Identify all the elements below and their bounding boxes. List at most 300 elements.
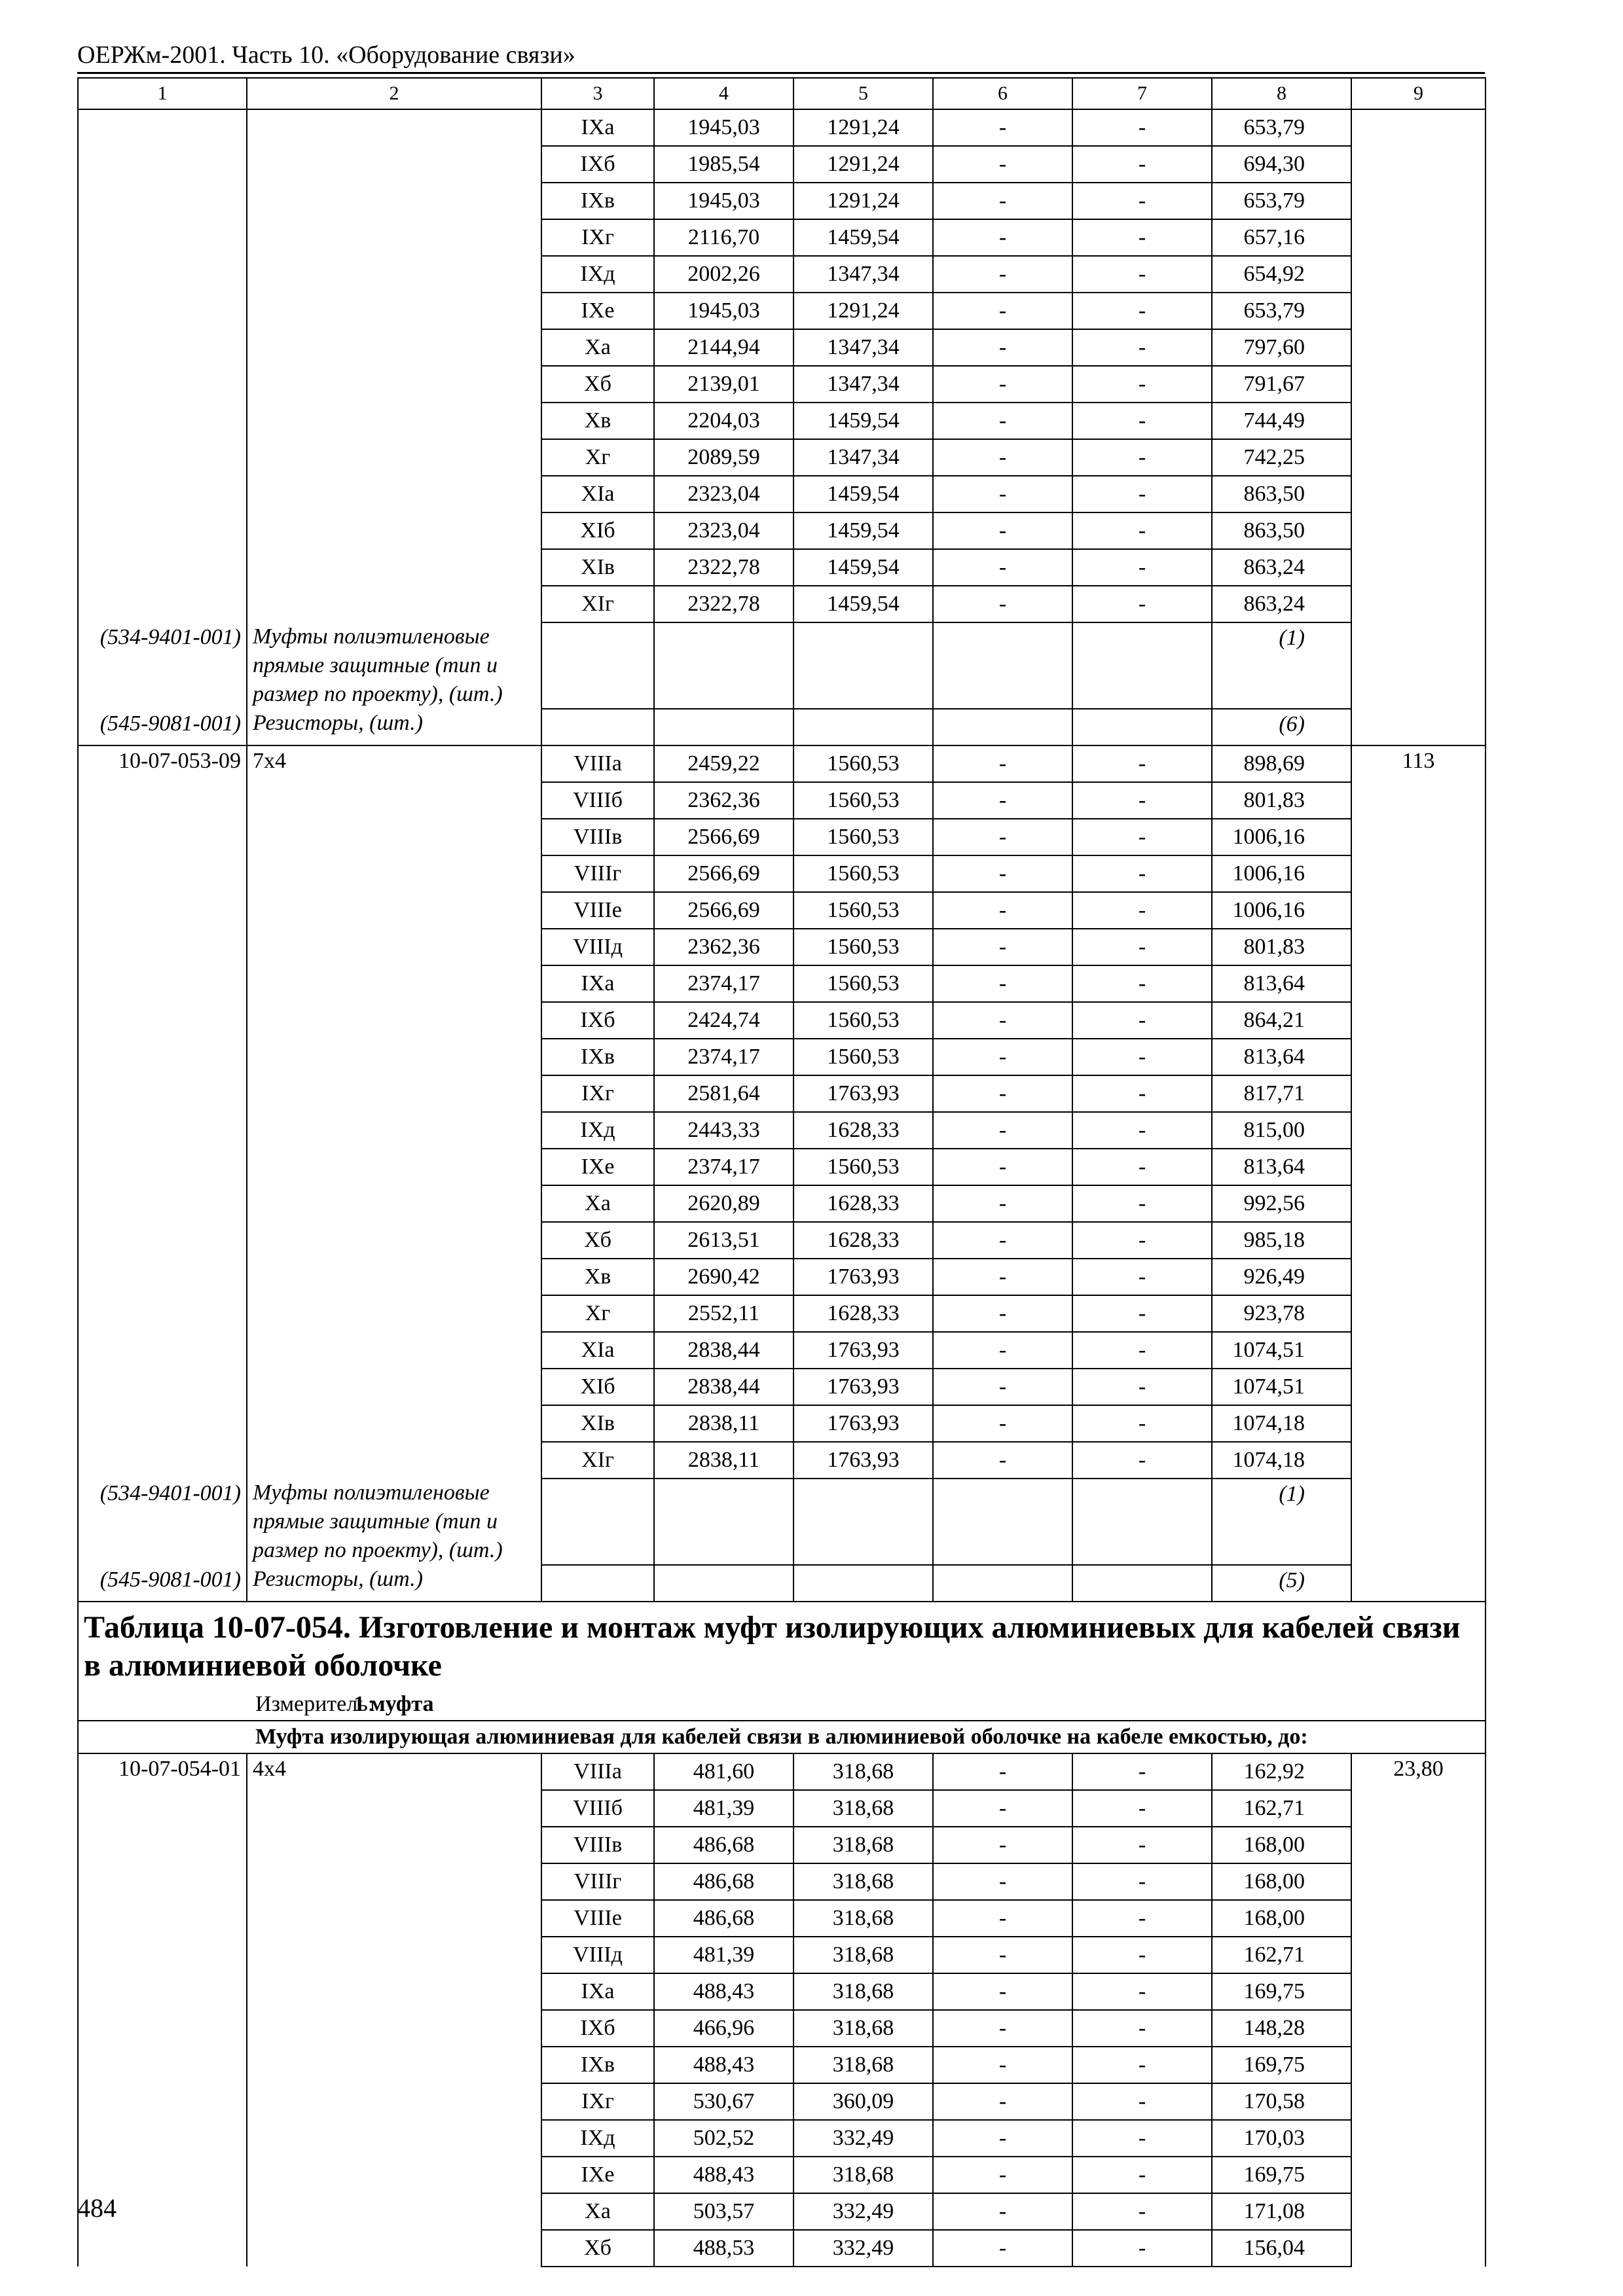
labor-cost-cell: 318,68 (793, 2010, 933, 2047)
total-cost-cell: 2116,70 (654, 219, 793, 256)
rate-name-cell (247, 1149, 541, 1185)
column-number: 2 (247, 78, 541, 109)
driver-wage-cell: - (1072, 109, 1212, 146)
labor-hours-cell (1351, 819, 1486, 855)
driver-wage-cell: - (1072, 1753, 1212, 1790)
labor-hours-cell (1351, 439, 1486, 476)
table-row (78, 855, 1486, 892)
rate-code-cell (78, 1295, 247, 1332)
materials-cost-cell: 1006,16 (1212, 892, 1351, 929)
rate-name-cell (247, 586, 541, 622)
resource-row (78, 622, 1486, 709)
labor-hours-cell (1351, 1973, 1486, 2010)
rate-code-cell (78, 1259, 247, 1295)
resource-row (78, 1565, 1486, 1602)
labor-cost-cell: 1560,53 (793, 745, 933, 782)
table-row (78, 1112, 1486, 1149)
labor-cost-cell: 1763,93 (793, 1369, 933, 1405)
rate-code-cell (78, 1937, 247, 1973)
zone-cell: VIIIг (541, 855, 654, 892)
labor-cost-cell: 318,68 (793, 1827, 933, 1863)
driver-wage-cell: - (1072, 929, 1212, 965)
labor-hours-cell (1351, 586, 1486, 622)
empty-cell (793, 1479, 933, 1565)
labor-cost-cell: 1347,34 (793, 366, 933, 403)
labor-cost-cell: 318,68 (793, 1973, 933, 2010)
driver-wage-cell: - (1072, 1039, 1212, 1075)
labor-cost-cell: 1763,93 (793, 1405, 933, 1442)
zone-cell: VIIIв (541, 1827, 654, 1863)
table-row (78, 1332, 1486, 1369)
labor-hours-cell (1351, 109, 1486, 146)
section-title-row (78, 1602, 1486, 1689)
labor-hours-cell (1351, 1827, 1486, 1863)
driver-wage-cell: - (1072, 1075, 1212, 1112)
zone-cell: IXв (541, 2047, 654, 2083)
materials-cost-cell: 168,00 (1212, 1863, 1351, 1900)
driver-wage-cell: - (1072, 2157, 1212, 2193)
driver-wage-cell: - (1072, 2047, 1212, 2083)
page-header-title: ОЕРЖм-2001. Часть 10. «Оборудование связи» (77, 41, 575, 69)
table-row (78, 1039, 1486, 1075)
table-title: Таблица 10-07-054. Изготовление и монтаж муфт изолирующих алюминиевых для кабелей связи в алюминиевой оболочке (78, 1602, 1486, 1689)
total-cost-cell: 2144,94 (654, 329, 793, 366)
zone-cell: Xв (541, 1259, 654, 1295)
machine-cost-cell: - (933, 1405, 1072, 1442)
table-row (78, 1295, 1486, 1332)
rate-code-cell (78, 1790, 247, 1827)
table-row (78, 146, 1486, 183)
rate-code-cell (78, 219, 247, 256)
rate-name-cell (247, 965, 541, 1002)
rate-code-cell (78, 1112, 247, 1149)
total-cost-cell: 466,96 (654, 2010, 793, 2047)
table-row (78, 366, 1486, 403)
labor-cost-cell: 1560,53 (793, 819, 933, 855)
rate-code-cell (78, 1442, 247, 1479)
labor-hours-cell (1351, 1900, 1486, 1937)
zone-cell: XIa (541, 1332, 654, 1369)
machine-cost-cell: - (933, 1369, 1072, 1405)
materials-cost-cell: 797,60 (1212, 329, 1351, 366)
labor-cost-cell: 1763,93 (793, 1332, 933, 1369)
total-cost-cell: 2323,04 (654, 512, 793, 549)
machine-cost-cell: - (933, 965, 1072, 1002)
driver-wage-cell: - (1072, 1149, 1212, 1185)
rate-code-cell (78, 1405, 247, 1442)
table-row (78, 219, 1486, 256)
rate-code-cell (78, 782, 247, 819)
table-row (78, 183, 1486, 219)
rates-table (77, 77, 1486, 2267)
rate-code-cell (78, 512, 247, 549)
table-row (78, 1075, 1486, 1112)
rate-name-cell (247, 293, 541, 329)
labor-hours-cell (1351, 366, 1486, 403)
zone-cell: VIIIд (541, 929, 654, 965)
rate-code-cell (78, 1973, 247, 2010)
labor-hours-cell (1351, 1259, 1486, 1295)
driver-wage-cell: - (1072, 1863, 1212, 1900)
zone-cell: XIг (541, 586, 654, 622)
total-cost-cell: 2139,01 (654, 366, 793, 403)
table-row (78, 1973, 1486, 2010)
table-row (78, 2083, 1486, 2120)
table-row (78, 782, 1486, 819)
driver-wage-cell: - (1072, 819, 1212, 855)
labor-hours-cell (1351, 219, 1486, 256)
labor-hours-cell (1351, 146, 1486, 183)
total-cost-cell: 2566,69 (654, 892, 793, 929)
rate-name: 7x4 (247, 745, 541, 782)
empty-cell (933, 622, 1072, 709)
labor-cost-cell: 1291,24 (793, 293, 933, 329)
resource-code: (534-9401-001) (78, 622, 247, 709)
labor-hours: 23,80 (1351, 1753, 1486, 1790)
materials-cost-cell: 1006,16 (1212, 855, 1351, 892)
labor-cost-cell: 318,68 (793, 1790, 933, 1827)
rate-name-cell (247, 146, 541, 183)
resource-row (78, 1479, 1486, 1565)
table-row (78, 329, 1486, 366)
rate-code-cell (78, 1369, 247, 1405)
zone-cell: IXг (541, 219, 654, 256)
labor-cost-cell: 1291,24 (793, 109, 933, 146)
materials-cost-cell: 1006,16 (1212, 819, 1351, 855)
empty-cell (654, 1479, 793, 1565)
driver-wage-cell: - (1072, 745, 1212, 782)
rate-code-cell (78, 1863, 247, 1900)
zone-cell: IXд (541, 256, 654, 293)
labor-hours-cell (1351, 512, 1486, 549)
machine-cost-cell: - (933, 549, 1072, 586)
rate-name-cell (247, 2120, 541, 2157)
machine-cost-cell: - (933, 855, 1072, 892)
total-cost-cell: 2552,11 (654, 1295, 793, 1332)
labor-cost-cell: 1560,53 (793, 929, 933, 965)
labor-hours-cell (1351, 2230, 1486, 2267)
total-cost-cell: 2322,78 (654, 586, 793, 622)
labor-cost-cell: 360,09 (793, 2083, 933, 2120)
table-row (78, 1790, 1486, 1827)
rate-code-cell (78, 2083, 247, 2120)
total-cost-cell: 2323,04 (654, 476, 793, 512)
labor-hours-cell (1351, 1295, 1486, 1332)
zone-cell: IXб (541, 146, 654, 183)
rate-name-cell (247, 1295, 541, 1332)
materials-cost-cell: 1074,51 (1212, 1332, 1351, 1369)
materials-cost-cell: 813,64 (1212, 1039, 1351, 1075)
rates-table-body (78, 78, 1486, 2267)
table-row (78, 586, 1486, 622)
labor-cost-cell: 1459,54 (793, 219, 933, 256)
total-cost-cell: 2089,59 (654, 439, 793, 476)
table-row (78, 1863, 1486, 1900)
rate-name-cell (247, 329, 541, 366)
resource-name: Резисторы, (шт.) (247, 1565, 541, 1602)
labor-cost-cell: 1763,93 (793, 1259, 933, 1295)
empty-cell (1351, 1479, 1486, 1565)
resource-quantity: (5) (1212, 1565, 1351, 1602)
materials-cost-cell: 148,28 (1212, 2010, 1351, 2047)
column-number: 6 (933, 78, 1072, 109)
empty-cell (654, 709, 793, 745)
labor-hours-cell (1351, 1002, 1486, 1039)
driver-wage-cell: - (1072, 965, 1212, 1002)
total-cost-cell: 503,57 (654, 2193, 793, 2230)
resource-quantity: (1) (1212, 1479, 1351, 1565)
materials-cost-cell: 168,00 (1212, 1900, 1351, 1937)
machine-cost-cell: - (933, 366, 1072, 403)
labor-hours-cell (1351, 2193, 1486, 2230)
machine-cost-cell: - (933, 1753, 1072, 1790)
column-number: 8 (1212, 78, 1351, 109)
total-cost-cell: 2690,42 (654, 1259, 793, 1295)
machine-cost-cell: - (933, 819, 1072, 855)
machine-cost-cell: - (933, 512, 1072, 549)
total-cost-cell: 488,43 (654, 2157, 793, 2193)
machine-cost-cell: - (933, 2157, 1072, 2193)
machine-cost-cell: - (933, 586, 1072, 622)
rate-name-cell (247, 1185, 541, 1222)
rate-code-cell (78, 1332, 247, 1369)
total-cost-cell: 481,39 (654, 1790, 793, 1827)
table-row (78, 1185, 1486, 1222)
table-row (78, 2157, 1486, 2193)
resource-code: (545-9081-001) (78, 1565, 247, 1602)
labor-cost-cell: 332,49 (793, 2193, 933, 2230)
rate-code-cell (78, 929, 247, 965)
labor-cost-cell: 318,68 (793, 1937, 933, 1973)
rate-name-cell (247, 1827, 541, 1863)
rate-code-cell (78, 2047, 247, 2083)
table-row (78, 2047, 1486, 2083)
driver-wage-cell: - (1072, 855, 1212, 892)
machine-cost-cell: - (933, 892, 1072, 929)
zone-cell: IXв (541, 183, 654, 219)
driver-wage-cell: - (1072, 892, 1212, 929)
machine-cost-cell: - (933, 1149, 1072, 1185)
rate-name-cell (247, 2083, 541, 2120)
rate-name-cell (247, 1222, 541, 1259)
machine-cost-cell: - (933, 1827, 1072, 1863)
total-cost-cell: 486,68 (654, 1863, 793, 1900)
machine-cost-cell: - (933, 2120, 1072, 2157)
labor-cost-cell: 1347,34 (793, 256, 933, 293)
materials-cost-cell: 171,08 (1212, 2193, 1351, 2230)
zone-cell: IXe (541, 293, 654, 329)
machine-cost-cell: - (933, 1790, 1072, 1827)
materials-cost-cell: 694,30 (1212, 146, 1351, 183)
resource-quantity: (1) (1212, 622, 1351, 709)
labor-hours-cell (1351, 549, 1486, 586)
materials-cost-cell: 170,03 (1212, 2120, 1351, 2157)
rate-name-cell (247, 1112, 541, 1149)
rate-code-cell (78, 965, 247, 1002)
rate-code-cell (78, 1222, 247, 1259)
labor-cost-cell: 1459,54 (793, 586, 933, 622)
resource-name: Муфты полиэтиленовые прямые защитные (тип и размер по проекту), (шт.) (247, 622, 541, 709)
labor-cost-cell: 1560,53 (793, 965, 933, 1002)
rate-code-cell (78, 855, 247, 892)
rate-name-cell (247, 819, 541, 855)
materials-cost-cell: 813,64 (1212, 1149, 1351, 1185)
driver-wage-cell: - (1072, 146, 1212, 183)
total-cost-cell: 2581,64 (654, 1075, 793, 1112)
materials-cost-cell: 1074,18 (1212, 1405, 1351, 1442)
driver-wage-cell: - (1072, 1442, 1212, 1479)
rate-name-cell (247, 219, 541, 256)
labor-hours-cell (1351, 329, 1486, 366)
materials-cost-cell: 156,04 (1212, 2230, 1351, 2267)
driver-wage-cell: - (1072, 2193, 1212, 2230)
rate-code-cell (78, 1900, 247, 1937)
empty-cell (1351, 622, 1486, 709)
empty-cell (541, 1565, 654, 1602)
total-cost-cell: 1945,03 (654, 293, 793, 329)
labor-cost-cell: 1628,33 (793, 1222, 933, 1259)
table-row (78, 1002, 1486, 1039)
empty-cell (1072, 1565, 1212, 1602)
rate-name-cell (247, 1039, 541, 1075)
rate-name-cell (247, 439, 541, 476)
total-cost-cell: 488,53 (654, 2230, 793, 2267)
driver-wage-cell: - (1072, 549, 1212, 586)
table-row (78, 403, 1486, 439)
materials-cost-cell: 898,69 (1212, 745, 1351, 782)
rate-name-cell (247, 2230, 541, 2267)
rate-code-cell (78, 1075, 247, 1112)
driver-wage-cell: - (1072, 586, 1212, 622)
rate-code-cell (78, 2010, 247, 2047)
total-cost-cell: 486,68 (654, 1827, 793, 1863)
machine-cost-cell: - (933, 1332, 1072, 1369)
total-cost-cell: 2374,17 (654, 1039, 793, 1075)
zone-cell: IXe (541, 2157, 654, 2193)
table-row (78, 819, 1486, 855)
labor-hours-cell (1351, 2010, 1486, 2047)
driver-wage-cell: - (1072, 2083, 1212, 2120)
zone-cell: IXe (541, 1149, 654, 1185)
rate-code-cell (78, 2230, 247, 2267)
rate-name-cell (247, 183, 541, 219)
empty-cell (541, 1479, 654, 1565)
driver-wage-cell: - (1072, 782, 1212, 819)
zone-cell: Xг (541, 1295, 654, 1332)
total-cost-cell: 2374,17 (654, 965, 793, 1002)
table-row (78, 2230, 1486, 2267)
column-number: 5 (793, 78, 933, 109)
table-row (78, 256, 1486, 293)
labor-hours-cell (1351, 1442, 1486, 1479)
empty-cell (933, 1479, 1072, 1565)
labor-cost-cell: 1291,24 (793, 183, 933, 219)
rate-name-cell (247, 2193, 541, 2230)
total-cost-cell: 2443,33 (654, 1112, 793, 1149)
resource-quantity: (6) (1212, 709, 1351, 745)
driver-wage-cell: - (1072, 1973, 1212, 2010)
total-cost-cell: 2002,26 (654, 256, 793, 293)
total-cost-cell: 2204,03 (654, 403, 793, 439)
materials-cost-cell: 863,50 (1212, 512, 1351, 549)
materials-cost-cell: 985,18 (1212, 1222, 1351, 1259)
table-row (78, 745, 1486, 782)
labor-cost-cell: 332,49 (793, 2120, 933, 2157)
rate-name-cell (247, 1002, 541, 1039)
total-cost-cell: 1985,54 (654, 146, 793, 183)
labor-cost-cell: 1560,53 (793, 1039, 933, 1075)
materials-cost-cell: 653,79 (1212, 293, 1351, 329)
empty-cell (933, 709, 1072, 745)
table-row (78, 2120, 1486, 2157)
machine-cost-cell: - (933, 1002, 1072, 1039)
materials-cost-cell: 653,79 (1212, 183, 1351, 219)
empty-cell (1072, 622, 1212, 709)
machine-cost-cell: - (933, 293, 1072, 329)
total-cost-cell: 481,60 (654, 1753, 793, 1790)
table-row (78, 1900, 1486, 1937)
materials-cost-cell: 1074,51 (1212, 1369, 1351, 1405)
rate-code-cell (78, 403, 247, 439)
rate-name-cell (247, 929, 541, 965)
rate-name-cell (247, 1405, 541, 1442)
machine-cost-cell: - (933, 2010, 1072, 2047)
meter-value: 1 муфта (354, 1692, 434, 1716)
driver-wage-cell: - (1072, 403, 1212, 439)
labor-hours-cell (1351, 2047, 1486, 2083)
zone-cell: IXб (541, 2010, 654, 2047)
materials-cost-cell: 169,75 (1212, 2047, 1351, 2083)
total-cost-cell: 2374,17 (654, 1149, 793, 1185)
materials-cost-cell: 168,00 (1212, 1827, 1351, 1863)
rate-name-cell (247, 1973, 541, 2010)
rate-name-cell (247, 2010, 541, 2047)
labor-cost-cell: 318,68 (793, 2047, 933, 2083)
total-cost-cell: 2838,11 (654, 1405, 793, 1442)
materials-cost-cell: 864,21 (1212, 1002, 1351, 1039)
zone-cell: XIб (541, 1369, 654, 1405)
machine-cost-cell: - (933, 219, 1072, 256)
machine-cost-cell: - (933, 329, 1072, 366)
resource-name: Резисторы, (шт.) (247, 709, 541, 745)
zone-cell: VIIIб (541, 1790, 654, 1827)
machine-cost-cell: - (933, 1039, 1072, 1075)
labor-hours-cell (1351, 1790, 1486, 1827)
machine-cost-cell: - (933, 439, 1072, 476)
machine-cost-cell: - (933, 1075, 1072, 1112)
total-cost-cell: 488,43 (654, 2047, 793, 2083)
labor-cost-cell: 1459,54 (793, 549, 933, 586)
table-row (78, 293, 1486, 329)
total-cost-cell: 1945,03 (654, 183, 793, 219)
rate-code-cell (78, 476, 247, 512)
materials-cost-cell: 992,56 (1212, 1185, 1351, 1222)
labor-cost-cell: 1347,34 (793, 439, 933, 476)
rate-name-cell (247, 256, 541, 293)
machine-cost-cell: - (933, 1112, 1072, 1149)
labor-hours-cell (1351, 1185, 1486, 1222)
materials-cost-cell: 162,92 (1212, 1753, 1351, 1790)
labor-cost-cell: 1763,93 (793, 1442, 933, 1479)
driver-wage-cell: - (1072, 329, 1212, 366)
total-cost-cell: 486,68 (654, 1900, 793, 1937)
rate-name-cell (247, 1937, 541, 1973)
zone-cell: Xб (541, 1222, 654, 1259)
zone-cell: IXг (541, 2083, 654, 2120)
materials-cost-cell: 815,00 (1212, 1112, 1351, 1149)
labor-cost-cell: 1291,24 (793, 146, 933, 183)
rate-name-cell (247, 1259, 541, 1295)
